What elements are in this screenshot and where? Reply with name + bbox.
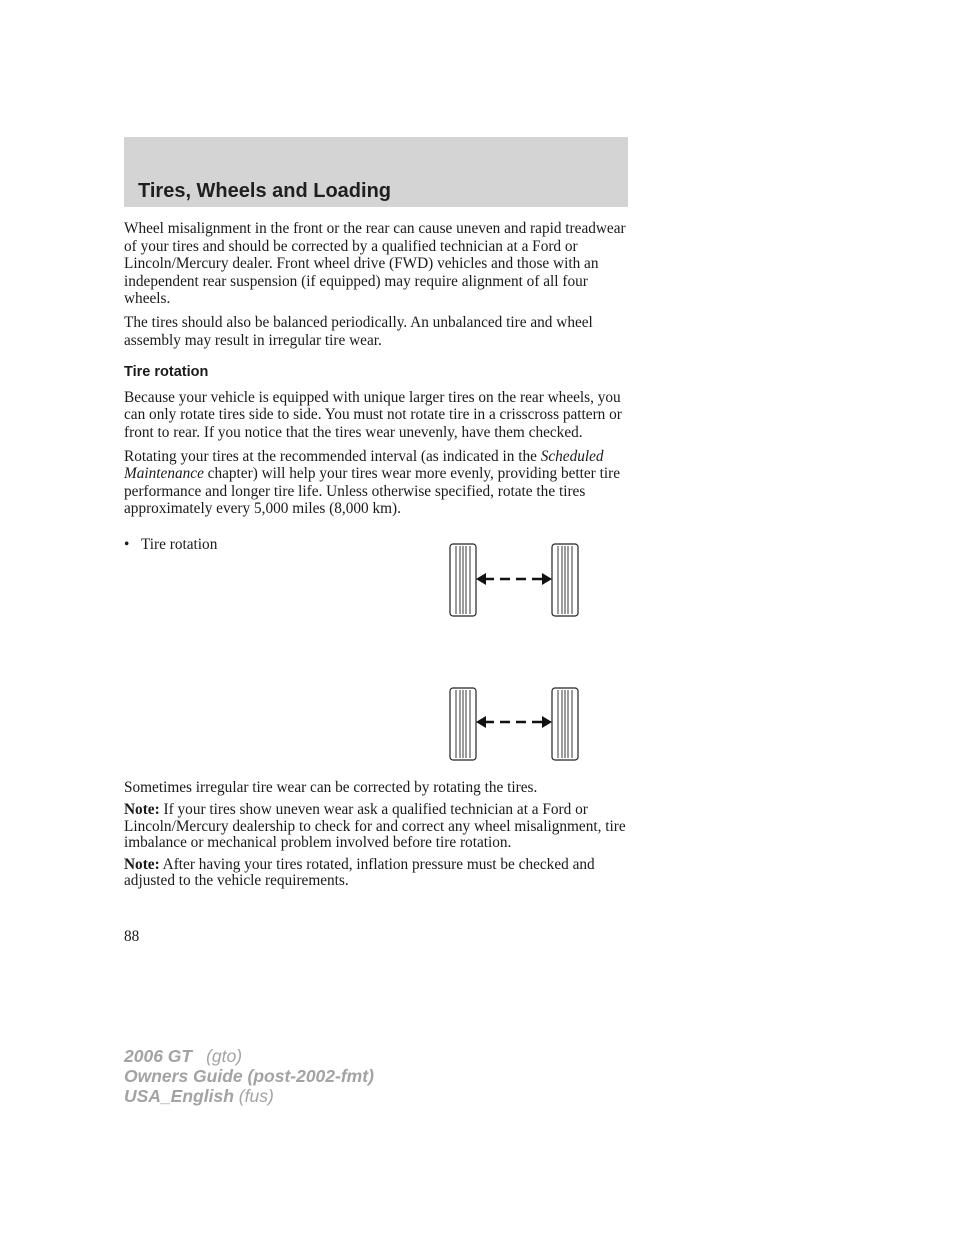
bullet-item bbox=[124, 536, 217, 554]
footer-model: 2006 GT bbox=[124, 1046, 193, 1066]
front-swap-arrow-icon bbox=[476, 573, 552, 585]
bullet-label: Tire rotation bbox=[141, 536, 218, 553]
footer-model-code: (gto) bbox=[206, 1046, 243, 1066]
paragraph-rotation-limits: Because your vehicle is equipped with unique larger tires on the rear wheels, you can only rotate tires side to side. You must not rotate tire in a crisscross pattern or front to rear. If you notice that the tires wear unevenly, have them checked. bbox=[124, 388, 622, 441]
note-label: Note: bbox=[124, 856, 160, 874]
front-right-tire-icon bbox=[552, 544, 578, 616]
footer-guide: Owners Guide (post-2002-fmt) bbox=[124, 1066, 374, 1086]
document-footer bbox=[124, 1046, 374, 1106]
tire-rotation-diagram bbox=[446, 540, 586, 765]
paragraph-irregular-wear: Sometimes irregular tire wear can be corrected by rotating the tires. bbox=[124, 779, 538, 796]
section-title: Tires, Wheels and Loading bbox=[138, 180, 392, 202]
bullet-icon: • bbox=[124, 536, 130, 553]
rear-swap-arrow-icon bbox=[476, 716, 552, 728]
paragraph-alignment: Wheel misalignment in the front or the rear can cause uneven and rapid treadwear of your tires and should be corrected by a qualified technician at a Ford or Lincoln/Mercury dealer. Front wheel drive (FWD) vehicles and those with an independent rear suspension (if equipped) may require alignment of all four wheels. bbox=[124, 220, 626, 308]
note-label: Note: bbox=[124, 801, 160, 819]
front-left-tire-icon bbox=[450, 544, 476, 616]
subheading-tire-rotation: Tire rotation bbox=[124, 364, 209, 381]
main-content bbox=[124, 220, 634, 524]
rear-right-tire-icon bbox=[552, 688, 578, 760]
paragraph-rotation-interval: Rotating your tires at the recommended interval (as indicated in the Scheduled Maintenance chapter) will help your tires wear more evenly, providing better tire performance and longer tire life. Unless otherwise specified, rotate the tires approximately every 5,000 miles (8,000 km). bbox=[124, 447, 620, 518]
section-header bbox=[124, 137, 628, 207]
note-uneven-wear: Note: If your tires show uneven wear ask a qualified technician at a Ford or Lincoln/Mercury dealership to check for and correct any wheel misalignment, tire imbalance or mechanical problem involved before tire rotation. bbox=[124, 801, 626, 851]
paragraph-balance: The tires should also be balanced periodically. An unbalanced tire and wheel assembly may result in irregular tire wear. bbox=[124, 313, 593, 349]
footer-language-code: (fus) bbox=[238, 1086, 274, 1106]
chapter-reference: Scheduled Maintenance bbox=[124, 447, 604, 483]
footer-language: USA_English bbox=[124, 1086, 234, 1106]
rear-left-tire-icon bbox=[450, 688, 476, 760]
lower-content bbox=[124, 780, 634, 896]
page-number: 88 bbox=[124, 928, 140, 945]
note-inflation: Note: After having your tires rotated, inflation pressure must be checked and adjusted to the vehicle requirements. bbox=[124, 856, 595, 890]
